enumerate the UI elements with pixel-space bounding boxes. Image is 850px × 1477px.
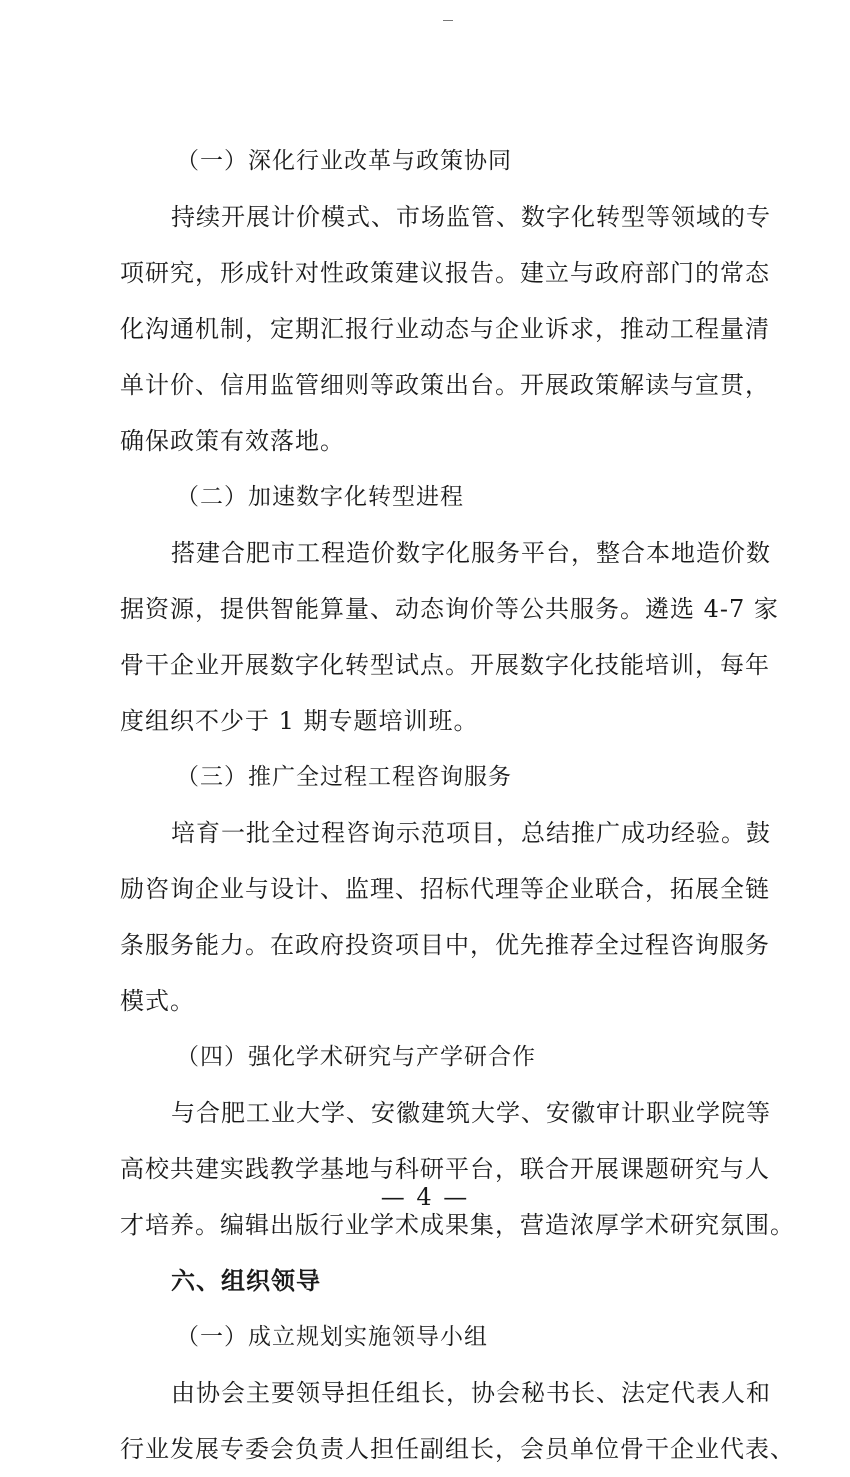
paragraph-line: 培育一批全过程咨询示范项目，总结推广成功经验。鼓 — [171, 819, 771, 847]
paragraph-line: 高校共建实践教学基地与科研平台，联合开展课题研究与人 — [120, 1155, 770, 1183]
paragraph-line: 确保政策有效落地。 — [120, 427, 345, 455]
paragraph-line: 骨干企业开展数字化转型试点。开展数字化技能培训，每年 — [120, 651, 770, 679]
paragraph-line: 化沟通机制，定期汇报行业动态与企业诉求，推动工程量清 — [120, 315, 770, 343]
paragraph-line: 与合肥工业大学、安徽建筑大学、安徽审计职业学院等 — [171, 1099, 771, 1127]
paragraph-line: 励咨询企业与设计、监理、招标代理等企业联合，拓展全链 — [120, 875, 770, 903]
paragraph-line: 行业发展专委会负责人担任副组长，会员单位骨干企业代表、 — [120, 1435, 795, 1463]
paragraph-line: 据资源，提供智能算量、动态询价等公共服务。遴选 4-7 家 — [120, 595, 779, 623]
subheading-3: （三）推广全过程工程咨询服务 — [176, 764, 512, 790]
paragraph-line: 条服务能力。在政府投资项目中，优先推荐全过程咨询服务 — [120, 931, 770, 959]
scan-mark — [443, 20, 453, 21]
paragraph-line: 单计价、信用监管细则等政策出台。开展政策解读与宣贯， — [120, 371, 770, 399]
paragraph-line: 由协会主要领导担任组长，协会秘书长、法定代表人和 — [171, 1379, 771, 1407]
section-heading: 六、组织领导 — [171, 1267, 321, 1295]
subheading-5: （一）成立规划实施领导小组 — [176, 1324, 488, 1350]
paragraph-line: 持续开展计价模式、市场监管、数字化转型等领域的专 — [171, 203, 771, 231]
subheading-1: （一）深化行业改革与政策协同 — [176, 148, 512, 174]
paragraph-line: 度组织不少于 1 期专题培训班。 — [120, 707, 479, 735]
page-number: — 4 — — [380, 1183, 470, 1211]
paragraph-line: 项研究，形成针对性政策建议报告。建立与政府部门的常态 — [120, 259, 770, 287]
paragraph-line: 模式。 — [120, 987, 195, 1015]
body-text — [120, 133, 795, 1477]
paragraph-line: 搭建合肥市工程造价数字化服务平台，整合本地造价数 — [171, 539, 771, 567]
subheading-2: （二）加速数字化转型进程 — [176, 484, 464, 510]
paragraph-line: 才培养。编辑出版行业学术成果集，营造浓厚学术研究氛围。 — [120, 1211, 795, 1239]
subheading-4: （四）强化学术研究与产学研合作 — [176, 1044, 536, 1070]
